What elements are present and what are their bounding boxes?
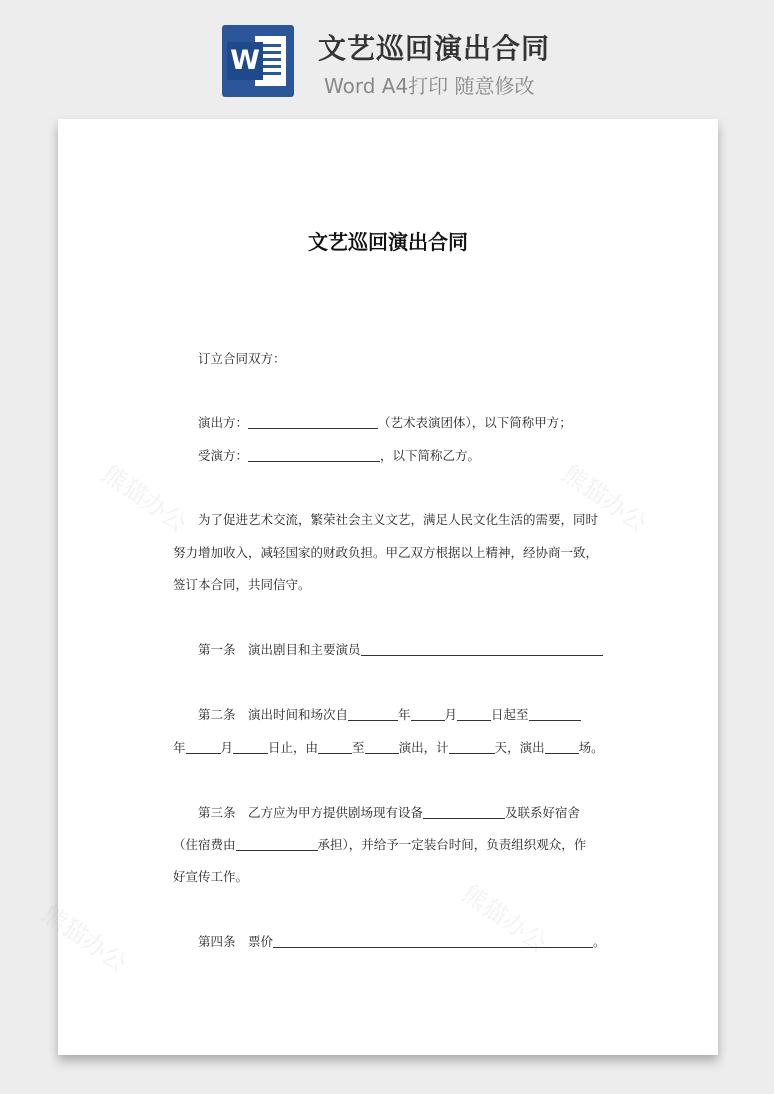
article-3-line-2: [173, 835, 586, 853]
preamble-line-1: 为了促进艺术交流，繁荣社会主义文艺，满足人民文化生活的需要，同时: [198, 512, 599, 527]
host-label: 受演方：: [198, 448, 249, 463]
banner-subtitle: Word A4打印 随意修改: [324, 74, 535, 98]
year-label: 年: [173, 740, 186, 755]
article-3-line-1: [198, 803, 580, 821]
performer-blank[interactable]: [248, 415, 378, 429]
word-icon-letter: W: [227, 42, 263, 80]
shows-blank[interactable]: [545, 740, 579, 754]
ticket-price-blank[interactable]: [273, 934, 593, 948]
day-end-label: 日止，由: [268, 740, 319, 755]
article-2-line-1: [198, 705, 581, 723]
year-label: 年: [398, 707, 411, 722]
watermark-text: 熊猫办公: [37, 899, 132, 978]
to-place-blank[interactable]: [365, 740, 399, 754]
dorm-label: 及联系好宿舍: [505, 805, 581, 820]
document-title: 文艺巡回演出合同: [308, 230, 468, 254]
article-1-text: 第一条 演出剧目和主要演员: [198, 642, 361, 657]
performer-line: [198, 413, 572, 431]
preamble-line-2: 努力增加收入，减轻国家的财政负担。甲乙双方根据以上精神，经协商一致，: [173, 545, 599, 560]
article-3-line-3: 好宣传工作。: [173, 869, 249, 884]
article-4-end: 。: [593, 934, 606, 949]
article-2-line-2: [173, 738, 604, 756]
word-app-icon: [222, 25, 294, 97]
article-3-cont: 承担），并给予一定装台时间，负责组织观众，作: [317, 837, 587, 852]
article-1-blank[interactable]: [361, 642, 603, 656]
day-start-label: 日起至: [491, 707, 529, 722]
performer-label: 演出方：: [198, 415, 249, 430]
to-label: 至: [352, 740, 365, 755]
article-4: [198, 932, 606, 950]
from-place-blank[interactable]: [318, 740, 352, 754]
parties-heading: 订立合同双方：: [198, 351, 286, 366]
document-page: [37, 119, 718, 1055]
article-2-text: 第二条 演出时间和场次自: [198, 707, 349, 722]
banner-title: 文艺巡回演出合同: [318, 32, 551, 65]
perform-count-label: 演出，计: [398, 740, 449, 755]
host-blank[interactable]: [248, 448, 380, 462]
month-label: 月: [444, 707, 458, 722]
preamble-line-3: 签订本合同，共同信守。: [173, 577, 311, 592]
host-suffix: ，以下简称乙方。: [380, 448, 481, 463]
end-month-blank[interactable]: [186, 740, 221, 754]
start-month-blank[interactable]: [411, 707, 445, 721]
article-1: [198, 640, 603, 658]
lodging-label: （住宿费由: [173, 837, 236, 852]
end-year-blank[interactable]: [529, 707, 581, 721]
month-label: 月: [220, 740, 234, 755]
equipment-blank[interactable]: [423, 805, 505, 819]
host-line: [198, 446, 480, 464]
banner: [0, 0, 774, 118]
shows-label: 场。: [578, 740, 604, 755]
performer-suffix: （艺术表演团体），以下简称甲方；: [378, 415, 572, 430]
watermark-text: 熊猫办公: [97, 459, 192, 538]
lodging-payer-blank[interactable]: [236, 837, 318, 851]
days-label: 天，演出: [494, 740, 545, 755]
end-day-blank[interactable]: [233, 740, 268, 754]
article-4-text: 第四条 票价: [198, 934, 274, 949]
days-blank[interactable]: [449, 740, 495, 754]
watermark-text: 熊猫办公: [557, 459, 652, 538]
start-day-blank[interactable]: [457, 707, 491, 721]
watermark-text: 熊猫办公: [457, 879, 552, 958]
start-year-blank[interactable]: [348, 707, 398, 721]
article-3-text: 第三条 乙方应为甲方提供剧场现有设备: [198, 805, 424, 820]
